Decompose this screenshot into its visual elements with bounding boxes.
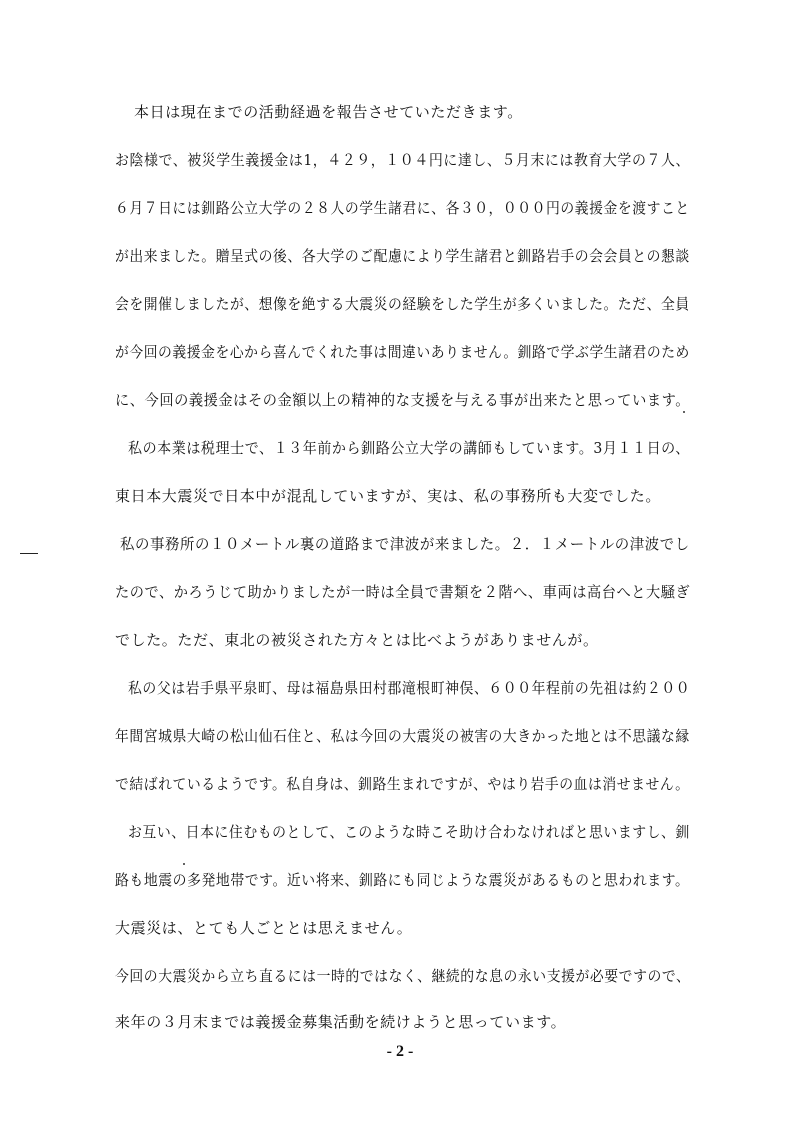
- text-line: 私の事務所の１０メートル裏の道路まで津波が来ました。２．１メートルの津波でし: [120, 535, 690, 553]
- text-line: で結ばれているようです。私自身は、釧路生まれですが、やはり岩手の血は消せません。: [115, 775, 690, 793]
- text-line: 会を開催しましたが、想像を絶する大震災の経験をした学生が多くいました。ただ、全員: [115, 295, 690, 313]
- text-line: ６月７日には釧路公立大学の２８人の学生諸君に、各３０，０００円の義援金を渡すこと: [115, 199, 690, 217]
- text-line: たので、かろうじて助かりましたが一時は全員で書類を２階へ、車両は高台へと大騒ぎ: [115, 583, 691, 601]
- text-line: 来年の３月末までは義援金募集活動を続けようと思っています。: [115, 1013, 567, 1031]
- text-line: お陰様で、被災学生義援金は1，４２９，１０４円に達し、５月末には教育大学の７人、: [115, 151, 690, 169]
- text-line: 私の父は岩手県平泉町、母は福島県田村郡滝根町神俣、６００年程前の先祖は約２００: [128, 679, 691, 697]
- scan-speck: [183, 863, 185, 865]
- page-number: - 2 -: [386, 1043, 414, 1060]
- text-line: に、今回の義援金はその金額以上の精神的な支援を与える事が出来たと思っています。: [115, 391, 691, 409]
- scan-speck: [683, 411, 685, 413]
- text-line: 路も地震の多発地帯です。近い将来、釧路にも同じような震災があるものと思われます。: [115, 871, 690, 889]
- text-line: 大震災は、とても人ごととは思えません。: [115, 919, 413, 937]
- text-line: が出来ました。贈呈式の後、各大学のご配慮により学生諸君と釧路岩手の会会員との懇談: [115, 247, 690, 265]
- text-line: 今回の大震災から立ち直るには一時的ではなく、継続的な息の永い支援が必要ですので、: [115, 967, 691, 985]
- text-line: 私の本業は税理士で、１３年前から釧路公立大学の講師もしています。3月１１日の、: [128, 439, 690, 457]
- text-line: 東日本大震災で日本中が混乱していますが、実は、私の事務所も大変でした。: [115, 487, 662, 505]
- margin-mark: [20, 553, 38, 554]
- text-line: お互い、日本に住むものとして、このような時こそ助け合わなければと思いますし、釧: [128, 823, 690, 841]
- text-line: でした。ただ、東北の被災された方々とは比べようがありませんが。: [115, 631, 599, 649]
- text-line: 年間宮城県大崎の松山仙石住と、私は今回の大震災の被害の大きかった地とは不思議な縁: [115, 727, 690, 745]
- text-line: 本日は現在までの活動経過を報告させていただきます。: [134, 103, 523, 121]
- text-line: が今回の義援金を心から喜んでくれた事は間違いありません。釧路で学ぶ学生諸君のため: [115, 343, 690, 361]
